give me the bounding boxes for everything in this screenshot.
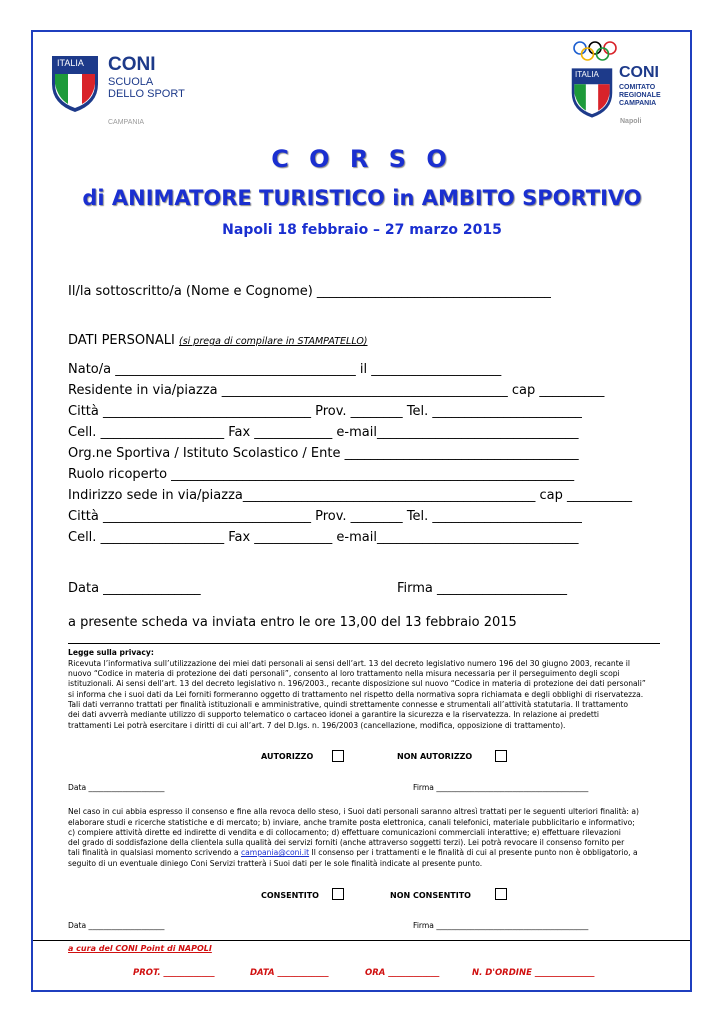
comitato-label: COMITATO bbox=[619, 84, 656, 91]
authorize-checkbox[interactable] bbox=[332, 750, 344, 762]
prot-field[interactable]: PROT. ____________ bbox=[133, 968, 215, 978]
personal-data-heading bbox=[68, 333, 368, 348]
italia-label: ITALIA bbox=[57, 58, 84, 68]
course-dates: Napoli 18 febbraio – 27 marzo 2015 bbox=[222, 222, 502, 238]
consent-line-text: tali finalità in qualsiasi momento scrivendo a bbox=[68, 848, 241, 857]
city-field[interactable]: Città ________________________________ Prov. ________ Tel. _______________________ bbox=[68, 404, 582, 419]
role-field[interactable]: Ruolo ricoperto ______________________________________________________________ bbox=[68, 467, 575, 482]
dello-sport-label: DELLO SPORT bbox=[108, 88, 185, 100]
privacy-line: trattamenti Lei potrà esercitare i diritti di cui all’art. 7 del D.lgs. n. 196/2003 (cancellazione, modifica, opposizione di trattamento). bbox=[68, 721, 566, 730]
consent-line: Nel caso in cui abbia espresso il consenso e fine alla revoca dello steso, i Suoi dati personali saranno altresì trattati per le seguenti ulteriori finalità: a) bbox=[68, 807, 639, 816]
residence-field[interactable]: Residente in via/piazza ____________________________________________ cap __________ bbox=[68, 383, 605, 398]
consent-signature-field[interactable]: Firma ________________________________________ bbox=[413, 921, 589, 930]
consent-line: c) compiere attività dirette ed indirette di vendita e di collocamento; d) effettuare comunicazioni commerciali interattive; e) effettuare rilevazioni bbox=[68, 828, 621, 837]
privacy-line: istituzionali. Ai sensi dell’art. 13 del decreto legislativo n. 196/2003., recante disposizione sul nuovo “Codice in materia di protezione dei dati personali” bbox=[68, 679, 646, 688]
campania-label: CAMPANIA bbox=[108, 119, 145, 126]
not-authorize-checkbox[interactable] bbox=[495, 750, 507, 762]
course-subtitle: di ANIMATORE TURISTICO in AMBITO SPORTIVO bbox=[82, 186, 642, 210]
organization-field[interactable]: Org.ne Sportiva / Istituto Scolastico / Ente ____________________________________ bbox=[68, 446, 579, 461]
contacts-field[interactable]: Cell. ___________________ Fax ____________ e-mail_______________________________ bbox=[68, 425, 579, 440]
privacy-line: si informa che i suoi dati da Lei forniti formeranno oggetto di trattamento nel rispetto della normativa sopra richiamata e degli obblighi di riservatezza. bbox=[68, 690, 644, 699]
hq-contacts-field[interactable]: Cell. ___________________ Fax ____________ e-mail_______________________________ bbox=[68, 530, 579, 545]
order-number-field[interactable]: N. D'ORDINE ______________ bbox=[472, 968, 595, 978]
italia-label: ITALIA bbox=[575, 70, 599, 79]
privacy-heading: Legge sulla privacy: bbox=[68, 648, 154, 657]
coni-label: CONI bbox=[108, 54, 156, 75]
olympic-rings-icon bbox=[572, 40, 620, 62]
authorize-label: AUTORIZZO bbox=[261, 752, 314, 761]
footer-divider bbox=[33, 940, 690, 941]
campania-label: CAMPANIA bbox=[619, 100, 657, 107]
consent-line-email bbox=[68, 848, 638, 858]
consent-label: CONSENTITO bbox=[261, 891, 319, 900]
birth-field[interactable]: Nato/a _____________________________________ il ____________________ bbox=[68, 362, 502, 377]
privacy-line: Ricevuta l’informativa sull’utilizzazione dei miei dati personali ai sensi dell’art. 13 del decreto legislativo numero 196 del 30 giugno 2003, recante il bbox=[68, 659, 630, 668]
privacy-line: Tali dati verranno trattati per finalità istituzionali e amministrative, quindi strettamente connesse e strumentali all’attività statutaria. Il trattamento bbox=[68, 700, 629, 709]
office-date-field[interactable]: DATA ____________ bbox=[250, 968, 329, 978]
hq-city-field[interactable]: Città ________________________________ Prov. ________ Tel. _______________________ bbox=[68, 509, 582, 524]
time-field[interactable]: ORA ____________ bbox=[365, 968, 440, 978]
coni-comitato-regionale-logo bbox=[570, 40, 661, 130]
course-title: C O R S O bbox=[271, 145, 453, 173]
not-authorize-label: NON AUTORIZZO bbox=[397, 752, 473, 761]
napoli-label: Napoli bbox=[620, 118, 642, 125]
date-field[interactable]: Data _______________ bbox=[68, 581, 201, 596]
email-link[interactable]: campania@coni.it bbox=[240, 848, 310, 857]
consent-line: del grado di soddisfazione della clientela sulla qualità dei servizi forniti (anche attraverso soggetti terzi). Lei potrà revocare il consenso fornito per bbox=[68, 838, 625, 847]
not-consent-label: NON CONSENTITO bbox=[390, 891, 471, 900]
privacy-line: nuovo “Codice in materia di protezione dei dati personali”, consento al loro trattamento nella misura necessaria per il perseguimento degli scopi bbox=[68, 669, 620, 678]
headquarters-field[interactable]: Indirizzo sede in via/piazza_____________________________________________ cap __________ bbox=[68, 488, 632, 503]
consent-line: seguito di un eventuale diniego Coni Servizi tratterà i Suoi dati per le sole finalità indicate al presente punto. bbox=[68, 859, 483, 868]
coni-scuola-dello-sport-logo bbox=[50, 52, 190, 132]
personal-data-note: (si prega di compilare in STAMPATELLO) bbox=[178, 336, 368, 347]
scuola-label: SCUOLA bbox=[108, 76, 154, 88]
signature-field[interactable]: Firma ____________________ bbox=[397, 581, 568, 596]
coni-label: CONI bbox=[619, 64, 659, 81]
privacy-signature-field[interactable]: Firma ________________________________________ bbox=[413, 783, 589, 792]
personal-data-title: DATI PERSONALI bbox=[68, 333, 175, 348]
divider bbox=[68, 643, 660, 644]
privacy-date-field[interactable]: Data ____________________ bbox=[68, 783, 165, 792]
consent-date-field[interactable]: Data ____________________ bbox=[68, 921, 165, 930]
deadline-text: a presente scheda va inviata entro le ore 13,00 del 13 febbraio 2015 bbox=[68, 615, 517, 630]
consent-line: elaborare studi e ricerche statistiche e di mercato; b) inviare, anche tramite posta elettronica, canali telefonici, materiale pubblicitario e informativo; bbox=[68, 818, 635, 827]
not-consent-checkbox[interactable] bbox=[495, 888, 507, 900]
care-of-label: a cura del CONI Point di NAPOLI bbox=[68, 944, 212, 953]
consent-checkbox[interactable] bbox=[332, 888, 344, 900]
undersigned-field[interactable]: Il/la sottoscritto/a (Nome e Cognome) ____________________________________ bbox=[68, 284, 551, 299]
privacy-line: dei dati avverrà mediante utilizzo di supporto telematico o cartaceo idonei a garantire la sicurezza e la riservatezza. In relazione ai predetti bbox=[68, 710, 599, 719]
regionale-label: REGIONALE bbox=[619, 92, 661, 99]
consent-line-text: Il consenso per i trattamenti e le finalità di cui al presente punto non è obbligatorio, a bbox=[309, 848, 638, 857]
